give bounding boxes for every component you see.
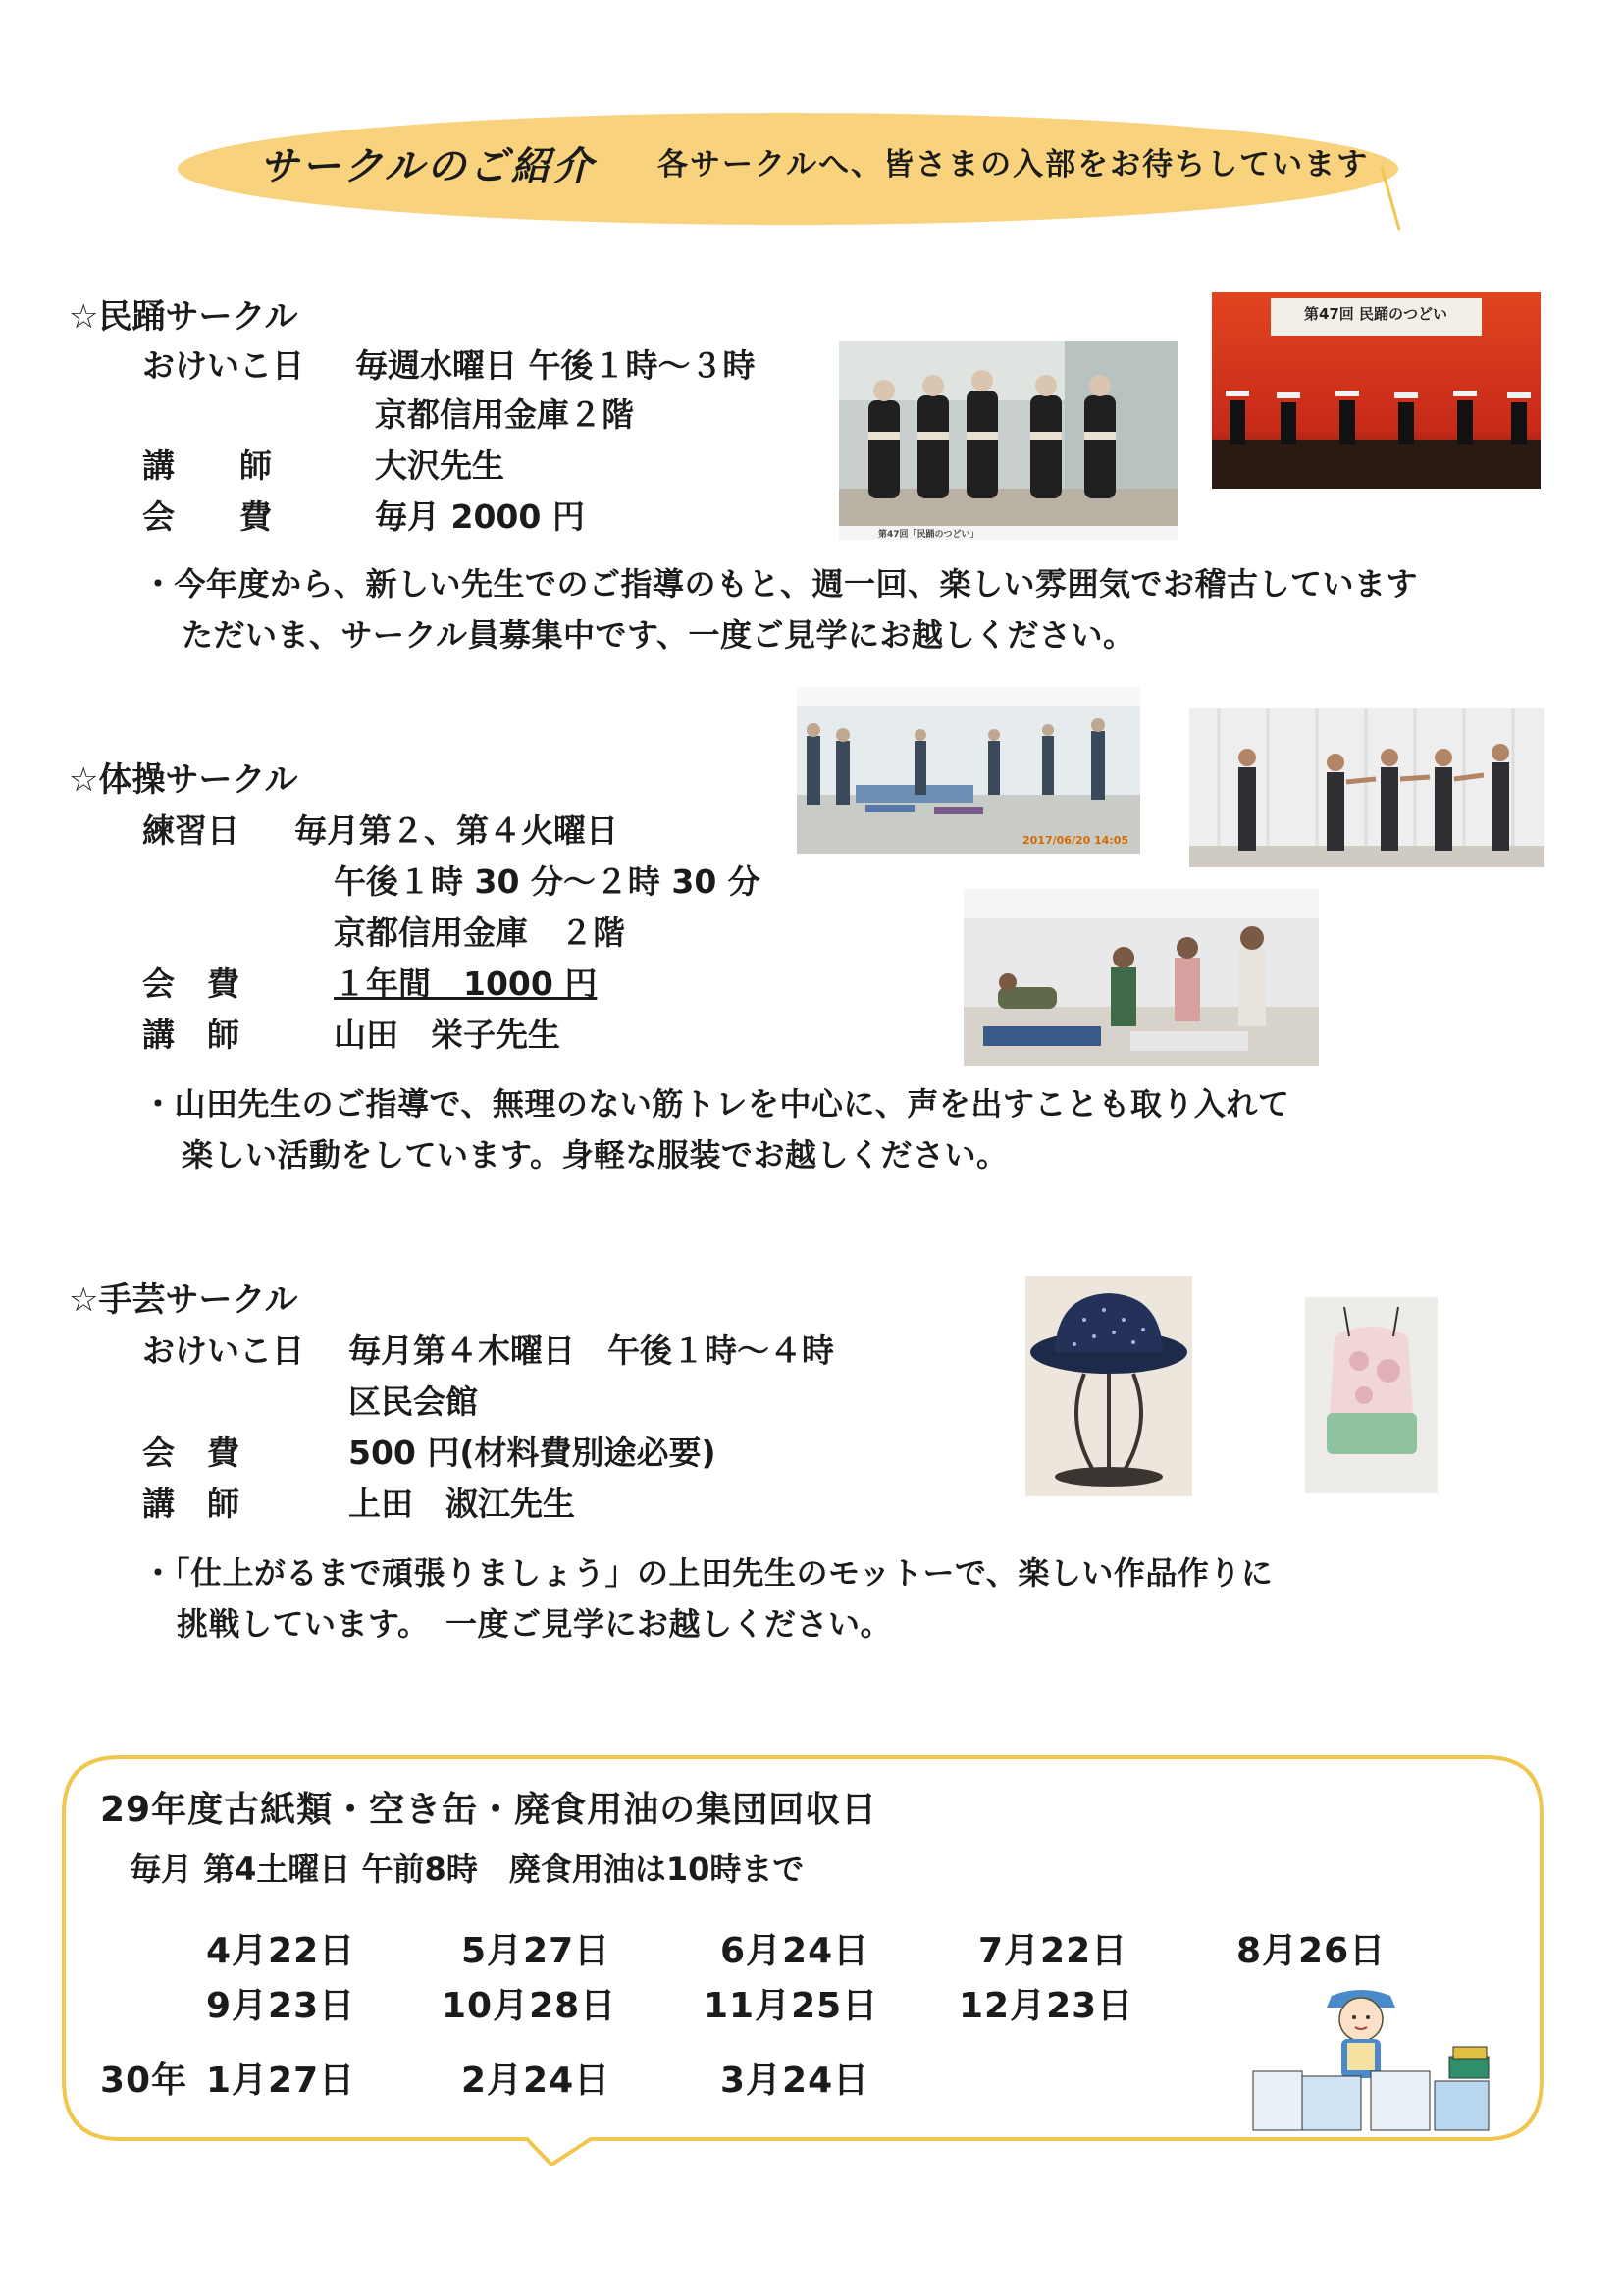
date-item: 10月28日 [442, 1986, 617, 2026]
date-item: 1月27日 [206, 2061, 356, 2101]
taiso-value-place: 京都信用金庫 ２階 [334, 913, 625, 952]
recycling-title: 29年度古紙類・空き缶・廃食用油の集団回収日 [100, 1790, 878, 1830]
shugei-value-place: 区民会館 [348, 1383, 478, 1421]
minyo-note-1: ・今年度から、新しい先生でのご指導のもと、週一回、楽しい雰囲気でお稽古しています [142, 565, 1419, 602]
date-item: 2月24日 [461, 2061, 611, 2101]
page-title: サークルのご紹介 [259, 144, 596, 189]
taiso-label-fee: 会 費 [142, 965, 239, 1003]
date-item: 12月23日 [959, 1986, 1134, 2026]
date-item: 6月24日 [720, 1931, 870, 1971]
minyo-value-fee: 毎月 2000 円 [375, 497, 585, 536]
minyo-stage-banner: 第47回 民踊のつどい [1303, 305, 1448, 323]
date-item: 7月22日 [978, 1931, 1128, 1971]
date-item: 9月23日 [206, 1986, 356, 2026]
minyo-value-day: 毎週水曜日 午後１時～３時 [355, 346, 756, 385]
minyo-label-day: おけいこ日 [142, 346, 304, 385]
taiso-value-teacher: 山田 栄子先生 [334, 1016, 560, 1054]
recycling-subtitle: 毎月 第4土曜日 午前8時 廃食用油は10時まで [130, 1851, 805, 1888]
shugei-value-fee: 500 円(材料費別途必要) [348, 1434, 716, 1472]
shugei-photo-bag [1305, 1297, 1438, 1493]
minyo-title: ☆民踊サークル [69, 297, 298, 337]
taiso-photo-floor [964, 889, 1319, 1066]
minyo-label-fee: 会 費 [142, 497, 272, 536]
shugei-value-day: 毎月第４木曜日 午後１時～４時 [348, 1331, 834, 1370]
shugei-note-2: 挑戦しています。 一度ご見学にお越しください。 [177, 1605, 892, 1643]
minyo-photo-caption: 第47回「民踊のつどい」 [878, 530, 979, 540]
taiso-note-1: ・山田先生のご指導で、無理のない筋トレを中心に、声を出すことも取り入れて [142, 1085, 1290, 1122]
minyo-label-teacher: 講 師 [142, 446, 272, 485]
minyo-photo-stage [1212, 292, 1541, 489]
taiso-photo-stamp: 2017/06/20 14:05 [1022, 834, 1129, 847]
date-item: 4月22日 [206, 1931, 356, 1971]
taiso-photo-exercise [1189, 708, 1544, 867]
recycling-illustration [1214, 1988, 1528, 2135]
minyo-note-2: ただいま、サークル員募集中です、一度ご見学にお越しください。 [182, 616, 1135, 653]
recycling-box [61, 1754, 1544, 2166]
header-banner [175, 110, 1401, 233]
shugei-photo-hat [1025, 1276, 1192, 1496]
shugei-label-teacher: 講 師 [142, 1485, 239, 1523]
taiso-value-fee: １年間 1000 円 [334, 965, 598, 1003]
date-item: 3月24日 [720, 2061, 870, 2101]
taiso-value-day: 毎月第２、第４火曜日 [294, 811, 618, 850]
taiso-label-teacher: 講 師 [142, 1016, 239, 1054]
date-item: 5月27日 [461, 1931, 611, 1971]
shugei-title: ☆手芸サークル [69, 1280, 298, 1320]
taiso-photo-hall [797, 687, 1140, 854]
taiso-note-2: 楽しい活動をしています。身軽な服装でお越しください。 [182, 1136, 1009, 1174]
taiso-value-time: 午後１時 30 分～２時 30 分 [334, 862, 760, 901]
taiso-label-day: 練習日 [142, 811, 239, 850]
minyo-value-place: 京都信用金庫２階 [375, 395, 634, 434]
page-subtitle: 各サークルへ、皆さまの入部をお待ちしています [657, 147, 1370, 183]
shugei-label-day: おけいこ日 [142, 1331, 304, 1370]
date-item: 11月25日 [704, 1986, 879, 2026]
minyo-photo-dancers [839, 341, 1178, 540]
shugei-note-1: ・「仕上がるまで頑張りましょう」の上田先生のモットーで、楽しい作品作りに [142, 1554, 1274, 1592]
minyo-value-teacher: 大沢先生 [375, 446, 504, 485]
shugei-value-teacher: 上田 淑江先生 [348, 1485, 575, 1523]
taiso-title: ☆体操サークル [69, 760, 298, 800]
shugei-label-fee: 会 費 [142, 1434, 239, 1472]
date-item: 8月26日 [1236, 1931, 1387, 1971]
year-prefix: 30年 [100, 2061, 188, 2101]
